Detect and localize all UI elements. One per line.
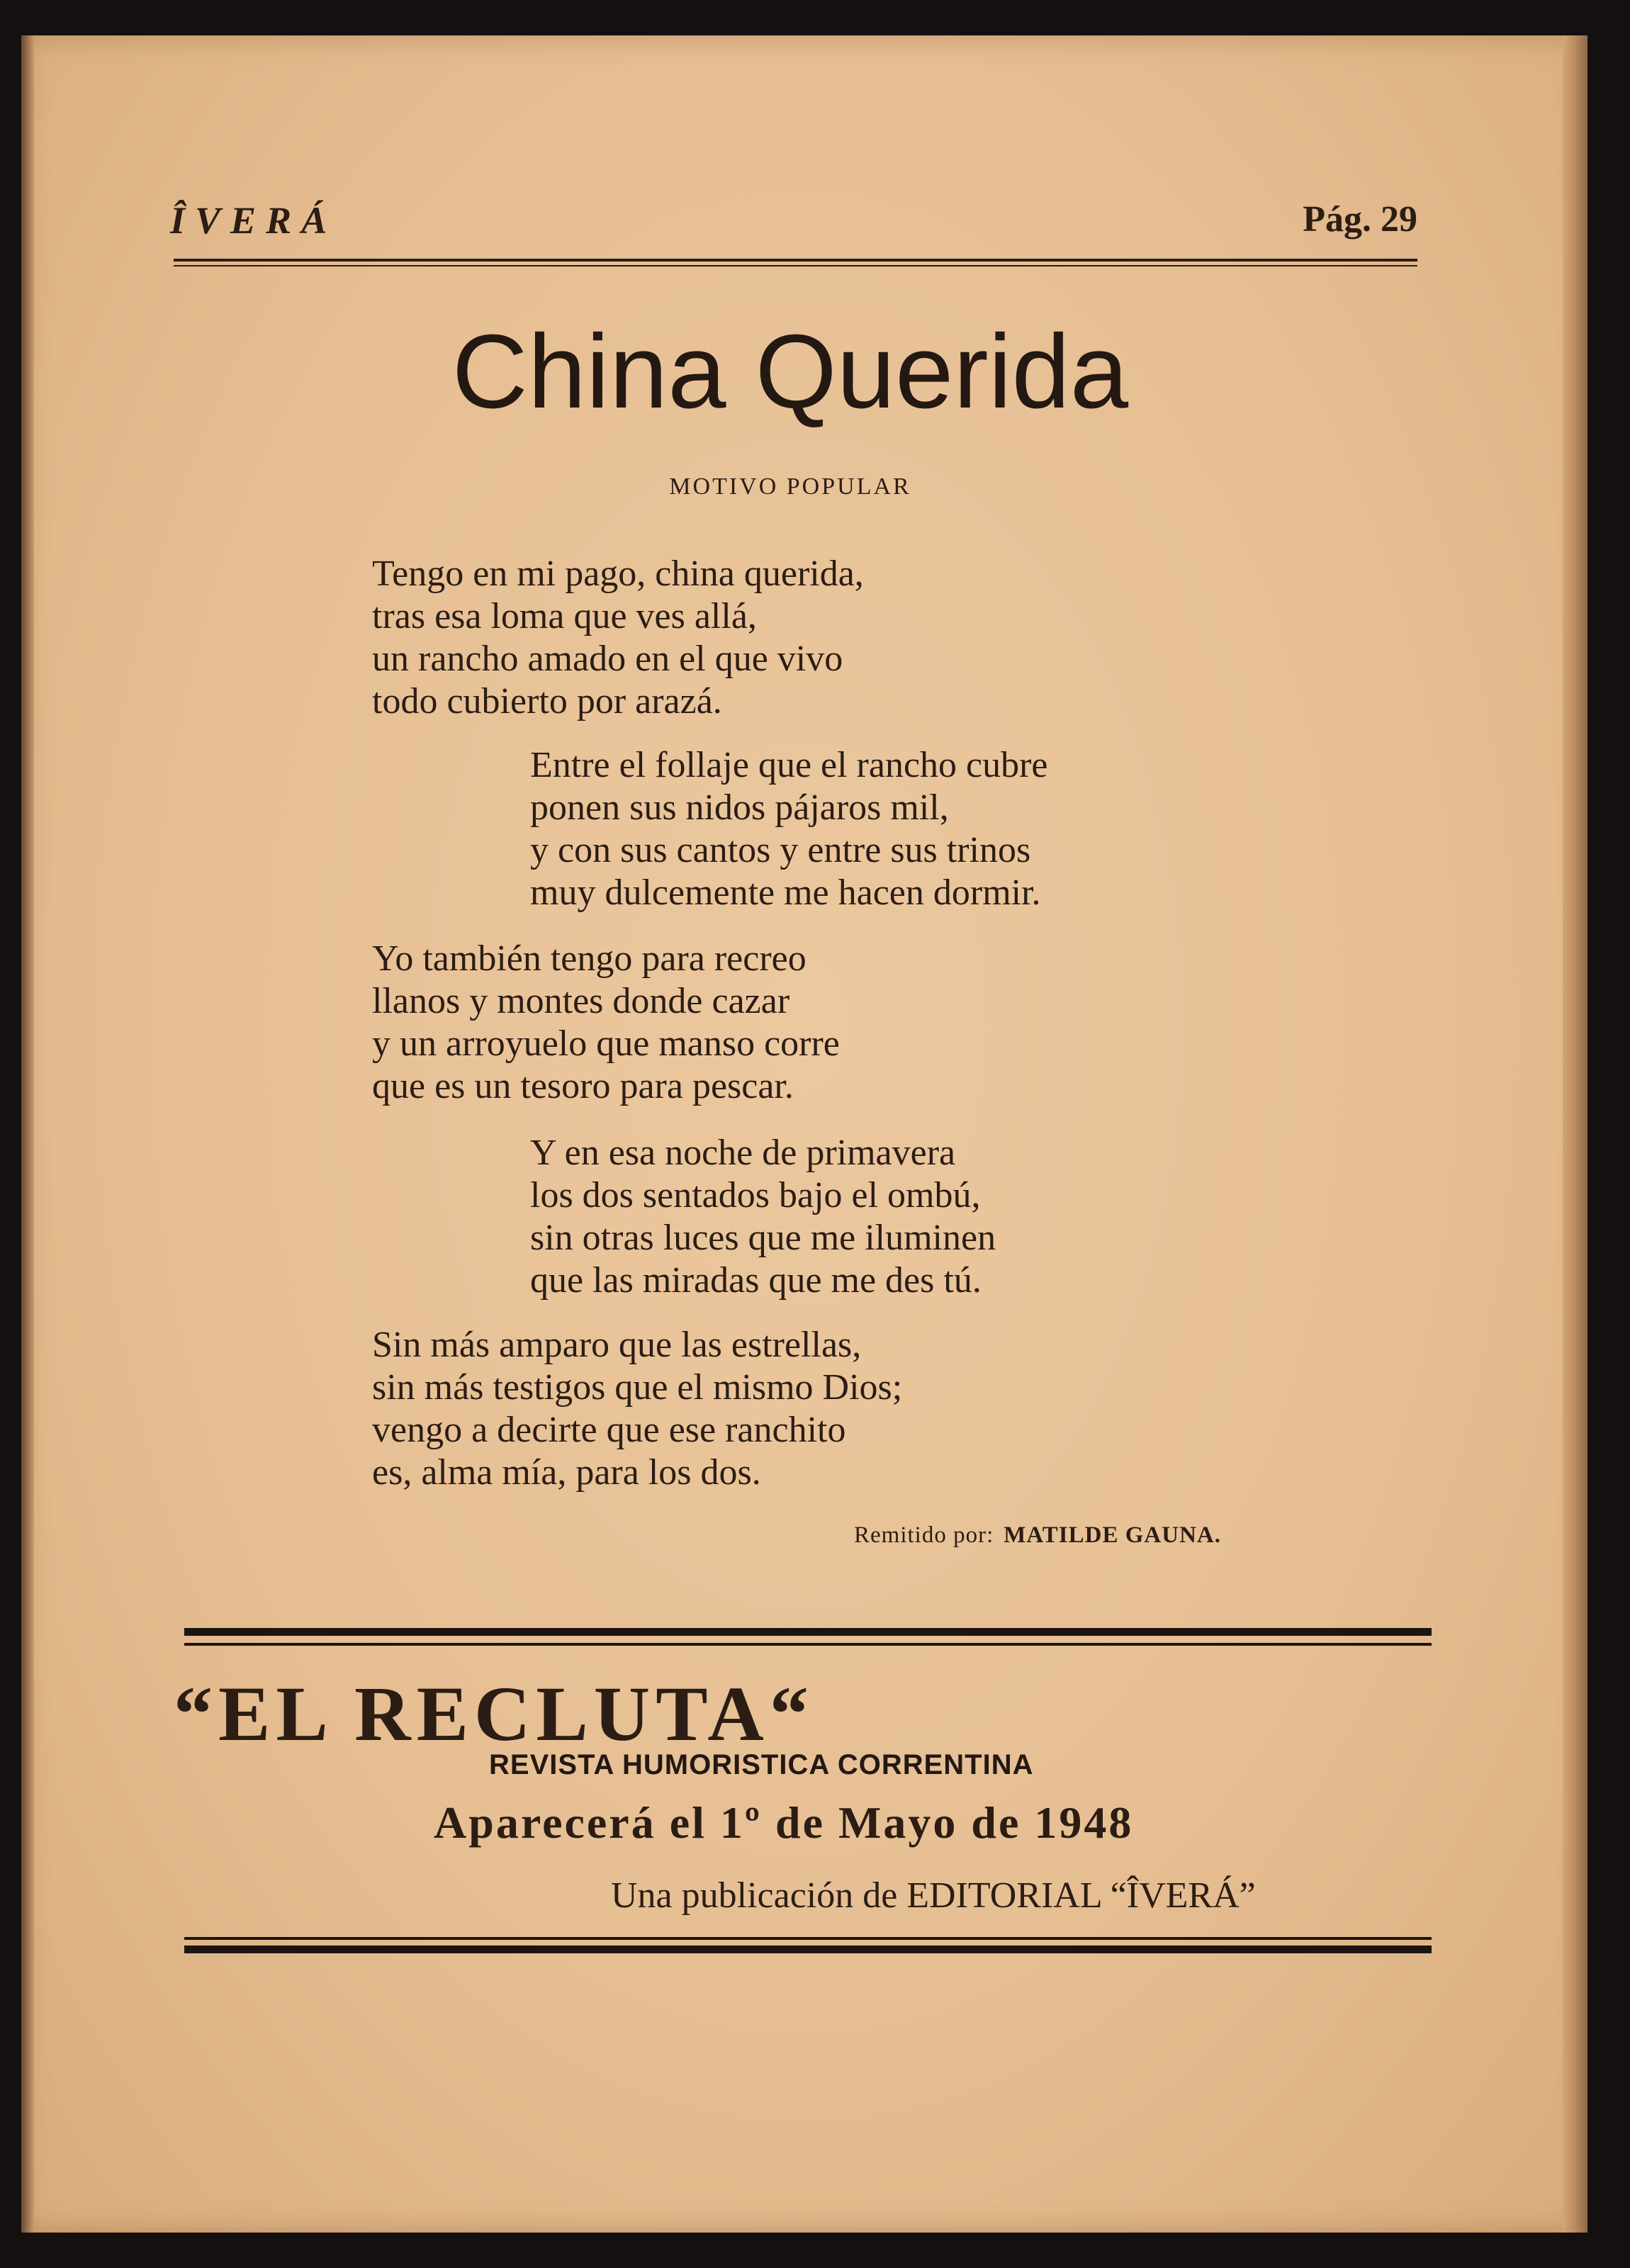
advert-publisher: Una publicación de EDITORIAL “ÎVERÁ” (611, 1875, 1256, 1916)
verse-line: llanos y montes donde cazar (372, 981, 790, 1021)
stanza-3 (372, 938, 840, 1108)
verse-line: los dos sentados bajo el ombú, (530, 1175, 981, 1216)
verse-line: todo cubierto por arazá. (372, 681, 722, 722)
advert-rule-bottom-thin (184, 1937, 1432, 1940)
stanza-1 (372, 553, 864, 723)
verse-line: sin otras luces que me iluminen (530, 1218, 996, 1258)
running-title: ÎVERÁ (170, 199, 337, 242)
verse-line: Sin más amparo que las estrellas, (372, 1325, 862, 1365)
advert-rule-bottom (184, 1946, 1432, 1953)
verse-line: es, alma mía, para los dos. (372, 1452, 761, 1493)
verse-line: Yo también tengo para recreo (372, 938, 806, 979)
advert-rule-top-thin (184, 1643, 1432, 1646)
advert-announcement: Aparecerá el 1º de Mayo de 1948 (434, 1797, 1134, 1848)
verse-line: muy dulcemente me hacen dormir. (530, 872, 1041, 913)
verse-line: tras esa loma que ves allá, (372, 596, 757, 636)
advert-subtitle: REVISTA HUMORISTICA CORRENTINA (489, 1749, 1034, 1780)
verse-line: y con sus cantos y entre sus trinos (530, 830, 1031, 870)
verse-line: vengo a decirte que ese ranchito (372, 1410, 846, 1450)
verse-line: Entre el follaje que el rancho cubre (530, 745, 1048, 785)
page-number: Pág. 29 (1303, 199, 1417, 240)
stanza-2 (530, 744, 1048, 914)
verse-line: que las miradas que me des tú. (530, 1260, 982, 1301)
verse-line: que es un tesoro para pescar. (372, 1066, 794, 1106)
verse-line: y un arroyuelo que manso corre (372, 1023, 840, 1064)
verse-line: ponen sus nidos pájaros mil, (530, 787, 949, 828)
advert-title: “EL RECLUTA“ (174, 1671, 814, 1757)
verse-line: un rancho amado en el que vivo (372, 639, 843, 679)
verse-line: Y en esa noche de primavera (530, 1133, 956, 1173)
stanza-5 (372, 1324, 902, 1494)
poem-title: China Querida (451, 313, 1129, 430)
header-rule-thin (174, 265, 1417, 266)
credit-name: MATILDE GAUNA. (1004, 1522, 1221, 1548)
header-rule (174, 259, 1417, 262)
stanza-4 (530, 1132, 996, 1302)
poem-credit (854, 1522, 1221, 1549)
advert-rule-top (184, 1628, 1432, 1636)
verse-line: Tengo en mi pago, china querida, (372, 554, 864, 594)
credit-label: Remitido por: (854, 1522, 994, 1548)
poem-subtitle: MOTIVO POPULAR (669, 473, 911, 500)
verse-line: sin más testigos que el mismo Dios; (372, 1367, 903, 1408)
